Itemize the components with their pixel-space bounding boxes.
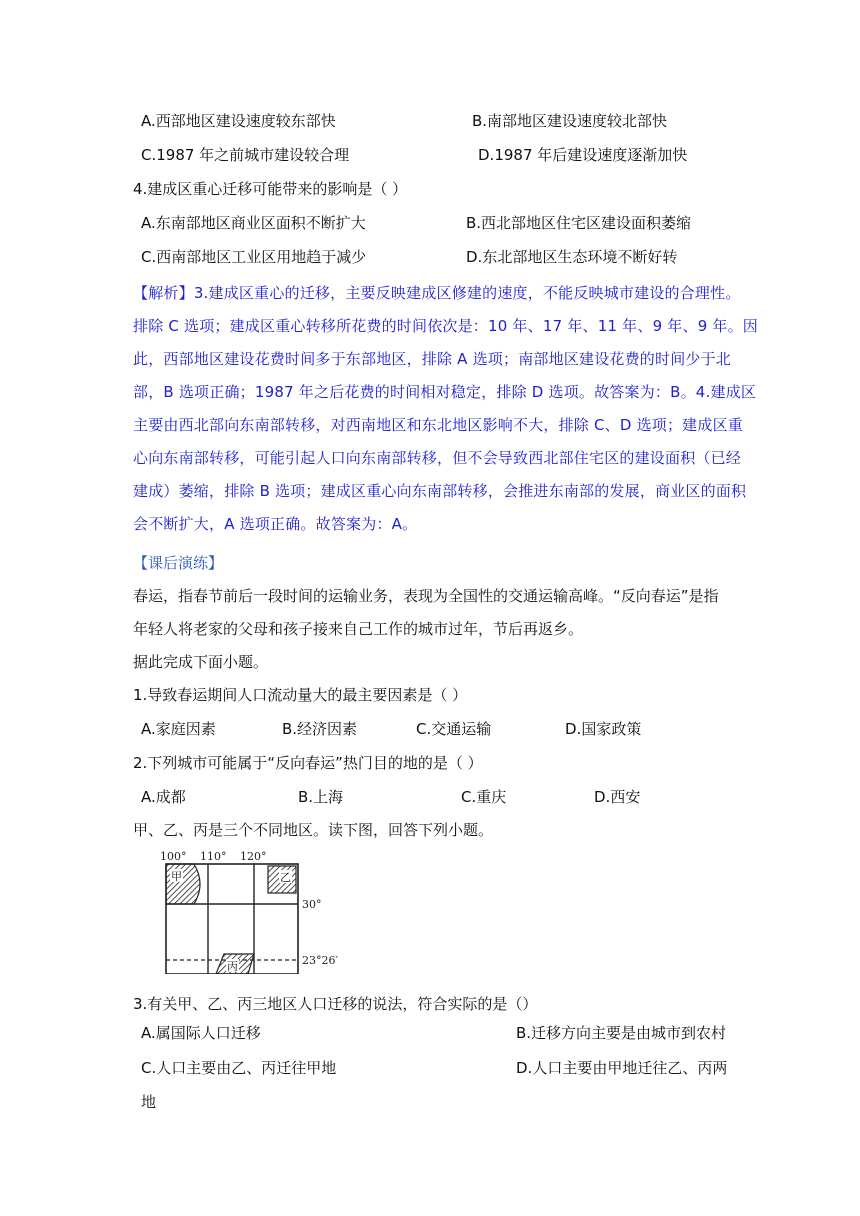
analysis-line-7: 建成）萎缩，排除 B 选项；建成区重心向东南部转移，会推进东南部的发展，商业区的面积 (133, 482, 747, 500)
analysis-line-5: 主要由西北部向东南部转移，对西南地区和东北地区影响不大，排除 C、D 选项；建成区重 (133, 416, 743, 434)
q3b-option-c: C.人口主要由乙、丙迁往甲地 (141, 1059, 337, 1077)
q2-option-c: C.重庆 (461, 788, 507, 806)
region-jia-label: 甲 (171, 870, 182, 883)
q2-option-a: A.成都 (141, 788, 186, 806)
analysis-line-1 (133, 277, 741, 310)
lon-100-label: 100° (160, 850, 187, 863)
lon-120-label: 120° (240, 850, 267, 863)
q3b-option-b: B.迁移方向主要是由城市到农村 (516, 1024, 727, 1042)
analysis-line-2: 排除 C 选项；建成区重心转移所花费的时间依次是：10 年、17 年、11 年、9 年、9 年。因 (133, 317, 759, 335)
q2-option-b: B.上海 (298, 788, 344, 806)
map-intro: 甲、乙、丙是三个不同地区。读下图，回答下列小题。 (133, 821, 494, 839)
q4-option-b: B.西北部地区住宅区建设面积萎缩 (466, 214, 692, 232)
analysis-block (133, 277, 759, 541)
q1-stem: 1.导致春运期间人口流动量大的最主要因素是（ ） (133, 686, 468, 704)
region-map-svg (158, 846, 358, 974)
q3b-option-d-cont: 地 (141, 1093, 157, 1111)
q3b-option-d: D.人口主要由甲地迁往乙、丙两 (516, 1059, 728, 1077)
analysis-bracket: 【解析】 (133, 284, 194, 302)
q1-option-c: C.交通运输 (416, 720, 492, 738)
q3-option-d: D.1987 年后建设速度逐渐加快 (478, 146, 688, 164)
q1-option-b: B.经济因素 (282, 720, 358, 738)
lon-110-label: 110° (200, 850, 227, 863)
q3b-stem: 3.有关甲、乙、丙三地区人口迁移的说法，符合实际的是（） (133, 995, 538, 1013)
analysis-line-6: 心向东南部转移，可能引起人口向东南部转移，但不会导致西北部住宅区的建设面积（已经 (133, 449, 742, 467)
intro-line-1: 春运，指春节前后一段时间的运输业务，表现为全国性的交通运输高峰。“反向春运”是指 (133, 587, 719, 605)
q3b-option-a: A.属国际人口迁移 (141, 1024, 261, 1042)
q4-option-a: A.东南部地区商业区面积不断扩大 (141, 214, 366, 232)
analysis-line-3: 此，西部地区建设花费时间多于东部地区，排除 A 选项；南部地区建设花费的时间少于北 (133, 350, 732, 368)
q4-option-c: C.西南部地区工业区用地趋于减少 (141, 248, 367, 266)
q3-option-c: C.1987 年之前城市建设较合理 (141, 146, 350, 164)
region-map (158, 846, 358, 978)
lat-tropic-label: 23°26′ (302, 954, 338, 967)
analysis-line-4: 部，B 选项正确；1987 年之后花费的时间相对稳定，排除 D 选项。故答案为：B。4.建成区 (133, 383, 757, 401)
q1-option-a: A.家庭因素 (141, 720, 216, 738)
region-yi-label: 乙 (280, 871, 291, 884)
intro-line-3: 据此完成下面小题。 (133, 653, 269, 671)
q1-option-d: D.国家政策 (565, 720, 642, 738)
q3-option-a: A.西部地区建设速度较东部快 (141, 112, 336, 130)
q4-option-d: D.东北部地区生态环境不断好转 (466, 248, 678, 266)
q2-option-d: D.西安 (594, 788, 641, 806)
analysis-line-8: 会不断扩大，A 选项正确。故答案为：A。 (133, 515, 418, 533)
q2-stem: 2.下列城市可能属于“反向春运”热门目的地的是（ ） (133, 754, 483, 772)
section-title: 【课后演练】 (133, 554, 224, 572)
region-bing-label: 丙 (227, 960, 238, 973)
intro-line-2: 年轻人将老家的父母和孩子接来自己工作的城市过年，节后再返乡。 (133, 620, 584, 638)
q4-stem: 4.建成区重心迁移可能带来的影响是（ ） (133, 180, 408, 198)
analysis-text-1: 3.建成区重心的迁移，主要反映建成区修建的速度，不能反映城市建设的合理性。 (193, 284, 741, 302)
q3-option-b: B.南部地区建设速度较北部快 (472, 112, 668, 130)
lat-30-label: 30° (302, 898, 322, 911)
